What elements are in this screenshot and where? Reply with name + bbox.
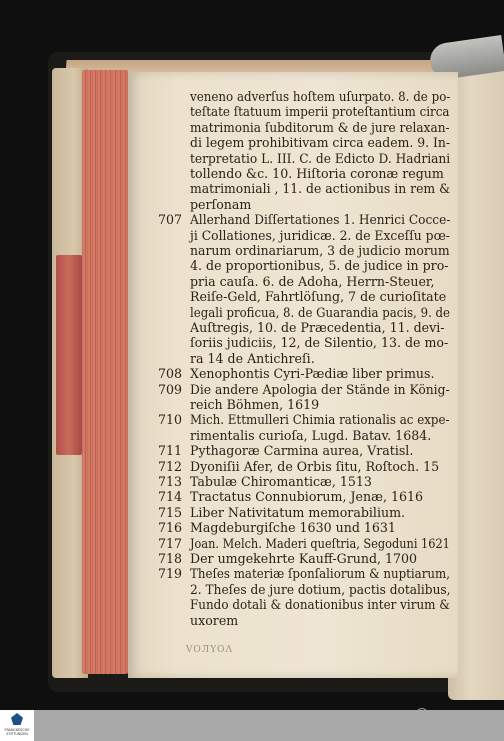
entry-text-line: ra 14 de Antichreſi. xyxy=(190,350,315,366)
entry-text-line: Liber Nativitatum memorabilium. xyxy=(190,504,406,520)
entry-number: 717 xyxy=(158,535,183,551)
institution-logo[interactable] xyxy=(0,710,34,741)
catalogue-page xyxy=(128,72,458,678)
entry-text-line: Reiſe-Geld, Fahrtlöſung, 7 de curioſitate xyxy=(190,289,447,305)
entry-text-line: 2. Theſes de jure dotium, pactis dotalibus, xyxy=(190,581,451,597)
logo-line-1: FRANCKESCHE xyxy=(4,728,30,732)
entry-text-line: veneno adverſus hoſtem uſurpato. 8. de po- xyxy=(190,89,451,104)
red-ribbon xyxy=(56,255,82,455)
entry-number: 712 xyxy=(158,458,183,474)
entry-text-line: Joan. Melch. Maderi queſtria, Segoduni 1621 xyxy=(190,535,450,551)
entry-number: 709 xyxy=(158,381,183,397)
logo-text xyxy=(1,728,33,736)
entry-text-line: Tabulæ Chiromanticæ, 1513 xyxy=(190,474,372,489)
entry-text-line: tollendo &c. 10. Hiſtoria coronæ regum xyxy=(190,166,444,181)
entry-text-line: teſtate ſtatuum imperii proteſtantium circa xyxy=(190,104,450,120)
entry-text-line: matrimoniali , 11. de actionibus in rem & xyxy=(190,181,451,197)
entry-number: 710 xyxy=(158,412,183,428)
entry-text-line: Xenophontis Cyri-Pædiæ liber primus. xyxy=(190,366,435,382)
entry-number: 713 xyxy=(158,474,183,489)
entry-text-line: Allerhand Diſſertationes 1. Henrici Cocce- xyxy=(190,212,451,228)
entry-text-line: ſoriis judiciis, 12, de Silentio, 13. de mo- xyxy=(190,335,449,351)
entry-text-line: reich Böhmen, 1619 xyxy=(190,397,320,412)
entry-number: 716 xyxy=(158,520,183,536)
entry-number: 719 xyxy=(158,566,183,582)
entry-text-line: rimentalis curioſa, Lugd. Batav. 1684. xyxy=(190,427,432,443)
entry-text-line: Tractatus Connubiorum, Jenæ, 1616 xyxy=(190,489,423,505)
entry-text-line: Pythagoræ Carmina aurea, Vratisl. xyxy=(190,443,414,459)
entry-text-line: 4. de proportionibus, 5. de judice in pro- xyxy=(190,258,449,274)
entry-text-line: terpretatio L. III. C. de Edicto D. Hadriani xyxy=(190,150,451,166)
red-page-edge xyxy=(82,70,128,674)
entry-number: 711 xyxy=(158,443,183,459)
footer-bar xyxy=(0,710,504,741)
entry-text-line: ji Collationes, juridicæ. 2. de Exceſſu pœ- xyxy=(190,227,450,243)
entry-text-line: Fundo dotali & donationibus inter virum & xyxy=(190,597,450,613)
entry-text-line: Auſtregis, 10. de Præcedentia, 11. devi- xyxy=(190,320,445,335)
entry-text-line: Die andere Apologia der Stände in König- xyxy=(190,381,450,397)
entry-text-line: perſonam xyxy=(190,196,252,212)
entry-text-line: Theſes materiæ ſponſaliorum & nuptiarum, xyxy=(190,566,450,582)
entry-text-line: legali proficua, 8. de Guarandia pacis, 9. de xyxy=(190,304,450,320)
logo-line-2: STIFTUNGEN xyxy=(6,732,28,736)
logo-icon xyxy=(11,713,23,725)
entry-number: 707 xyxy=(158,212,183,228)
entry-text-line: matrimonia ſubditorum & de jure relaxan- xyxy=(190,119,450,135)
entry-text-line: Der umgekehrte Kauff-Grund, 1700 xyxy=(190,551,418,566)
entry-text-line: Magdeburgiſche 1630 und 1631 xyxy=(190,520,396,536)
faint-stamp: VOЛYOΛ xyxy=(186,645,234,655)
entry-number: 708 xyxy=(158,366,183,382)
entry-text-line: pria cauſa. 6. de Adoha, Herrn-Steuer, xyxy=(190,273,435,289)
entry-text-line: Mich. Ettmulleri Chimia rationalis ac expe- xyxy=(190,412,450,428)
entry-number: 715 xyxy=(158,504,183,520)
entry-number: 718 xyxy=(158,551,183,566)
entry-text-line: Dyoniſii Afer, de Orbis ſitu, Roſtoch. 15 xyxy=(190,458,440,474)
entry-text-line: di legem prohibitivam circa eadem. 9. In- xyxy=(190,135,451,151)
entry-number: 714 xyxy=(158,489,183,505)
entry-text-line: narum ordinariarum, 3 de judicio morum xyxy=(190,243,450,258)
entry-text-line: uxorem xyxy=(190,612,239,628)
